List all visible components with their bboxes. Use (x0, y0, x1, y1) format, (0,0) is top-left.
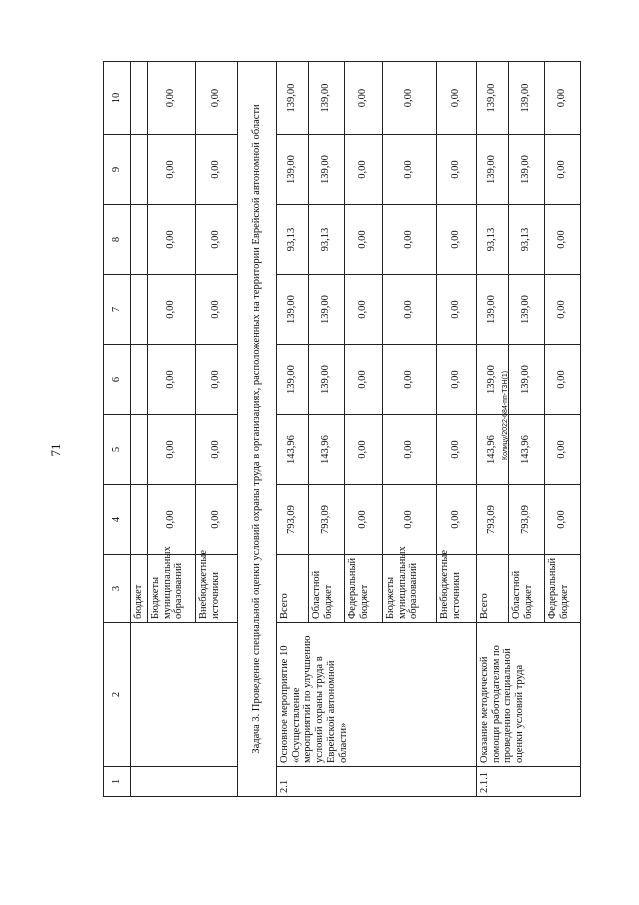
value-cell: 0,00 (147, 275, 195, 345)
table-row (131, 62, 148, 797)
value-cell: 0,00 (344, 485, 382, 555)
value-cell: 93,13 (508, 205, 544, 275)
source-cell: Федеральный бюджет (544, 555, 580, 623)
value-cell (131, 275, 148, 345)
value-cell: 0,00 (544, 345, 580, 415)
table-row (276, 62, 308, 797)
value-cell (131, 415, 148, 485)
value-cell: 0,00 (382, 205, 436, 275)
number-cell: 2.1.1 (476, 767, 580, 797)
value-cell: 0,00 (195, 205, 237, 275)
value-cell: 793,09 (508, 485, 544, 555)
value-cell: 793,09 (476, 485, 508, 555)
value-cell: 139,00 (276, 345, 308, 415)
value-cell: 0,00 (436, 205, 476, 275)
value-cell: 0,00 (436, 135, 476, 205)
value-cell (131, 135, 148, 205)
source-cell: бюджет (131, 555, 148, 623)
header-cell: 8 (104, 205, 131, 275)
value-cell: 139,00 (476, 135, 508, 205)
value-cell: 0,00 (195, 135, 237, 205)
name-cell (131, 623, 238, 767)
value-cell: 139,00 (508, 135, 544, 205)
value-cell: 139,00 (508, 275, 544, 345)
name-cell: Основное мероприятие 10 «Осуществление мероприятий по улучшению условий охраны труда в Еврейской автономной области» (276, 623, 476, 767)
value-cell: 793,09 (308, 485, 344, 555)
value-cell: 0,00 (344, 415, 382, 485)
value-cell: 0,00 (195, 485, 237, 555)
name-cell: Оказание методической помощи работодателям по проведению специальной оценки условий труда (476, 623, 580, 767)
value-cell: 0,00 (436, 275, 476, 345)
number-cell (131, 767, 238, 797)
value-cell: 0,00 (147, 205, 195, 275)
header-cell: 5 (104, 415, 131, 485)
value-cell: 0,00 (344, 275, 382, 345)
value-cell: 0,00 (382, 485, 436, 555)
value-cell: 143,96 (508, 415, 544, 485)
value-cell: 0,00 (147, 345, 195, 415)
value-cell: 143,96 (476, 415, 508, 485)
source-cell: Бюджеты муниципальных образований (382, 555, 436, 623)
value-cell: 0,00 (195, 345, 237, 415)
header-cell: 1 (104, 767, 131, 797)
header-cell: 4 (104, 485, 131, 555)
value-cell: 0,00 (382, 275, 436, 345)
value-cell: 0,00 (544, 415, 580, 485)
value-cell: 0,00 (344, 135, 382, 205)
value-cell: 0,00 (544, 135, 580, 205)
value-cell: 139,00 (508, 345, 544, 415)
value-cell: 0,00 (436, 345, 476, 415)
value-cell: 0,00 (544, 275, 580, 345)
value-cell: 139,00 (308, 275, 344, 345)
value-cell: 139,00 (308, 135, 344, 205)
header-cell: 6 (104, 345, 131, 415)
value-cell: 139,00 (276, 135, 308, 205)
value-cell: 93,13 (476, 205, 508, 275)
header-cell: 2 (104, 623, 131, 767)
value-cell: 0,00 (436, 62, 476, 135)
value-cell: 0,00 (147, 135, 195, 205)
number-cell: 2.1 (276, 767, 476, 797)
source-cell: Внебюджетные источники (195, 555, 237, 623)
header-row (104, 62, 131, 797)
value-cell: 0,00 (436, 415, 476, 485)
value-cell: 0,00 (195, 62, 237, 135)
value-cell: 0,00 (147, 62, 195, 135)
source-cell: Областной бюджет (308, 555, 344, 623)
value-cell: 143,96 (308, 415, 344, 485)
header-cell: 9 (104, 135, 131, 205)
source-cell: Всего (276, 555, 308, 623)
source-cell: Бюджеты муниципальных образований (147, 555, 195, 623)
document-code: Колицу/2022-684-пп-ТЗН(1) (502, 370, 509, 460)
value-cell: 0,00 (195, 275, 237, 345)
value-cell: 139,00 (508, 62, 544, 135)
value-cell: 139,00 (308, 345, 344, 415)
source-cell: Федеральный бюджет (344, 555, 382, 623)
value-cell: 139,00 (476, 62, 508, 135)
page-number: 71 (48, 443, 63, 457)
budget-table (103, 61, 581, 797)
source-cell: Всего (476, 555, 508, 623)
rotated-table-container (103, 62, 616, 797)
task-heading: Задача 3. Проведение специальной оценки условий охраны труда в организациях, расположенных на территории Еврейской автономной области (237, 62, 276, 797)
task-row (237, 62, 276, 797)
value-cell: 0,00 (382, 135, 436, 205)
table-row (476, 62, 508, 797)
value-cell: 139,00 (276, 275, 308, 345)
value-cell: 0,00 (544, 485, 580, 555)
value-cell (131, 485, 148, 555)
header-cell: 10 (104, 62, 131, 135)
value-cell (131, 205, 148, 275)
value-cell: 93,13 (276, 205, 308, 275)
header-cell: 3 (104, 555, 131, 623)
value-cell (131, 345, 148, 415)
header-cell: 7 (104, 275, 131, 345)
value-cell: 139,00 (308, 62, 344, 135)
source-cell: Внебюджетные источники (436, 555, 476, 623)
value-cell: 0,00 (382, 62, 436, 135)
value-cell: 139,00 (276, 62, 308, 135)
value-cell (131, 62, 148, 135)
value-cell: 0,00 (195, 415, 237, 485)
value-cell: 0,00 (544, 62, 580, 135)
value-cell: 0,00 (382, 415, 436, 485)
source-cell: Областной бюджет (508, 555, 544, 623)
value-cell: 0,00 (147, 415, 195, 485)
value-cell: 0,00 (382, 345, 436, 415)
value-cell: 793,09 (276, 485, 308, 555)
value-cell: 0,00 (147, 485, 195, 555)
value-cell: 0,00 (344, 205, 382, 275)
value-cell: 0,00 (344, 345, 382, 415)
value-cell: 0,00 (344, 62, 382, 135)
value-cell: 139,00 (476, 345, 508, 415)
value-cell: 93,13 (308, 205, 344, 275)
value-cell: 139,00 (476, 275, 508, 345)
value-cell: 0,00 (436, 485, 476, 555)
value-cell: 0,00 (544, 205, 580, 275)
value-cell: 143,96 (276, 415, 308, 485)
